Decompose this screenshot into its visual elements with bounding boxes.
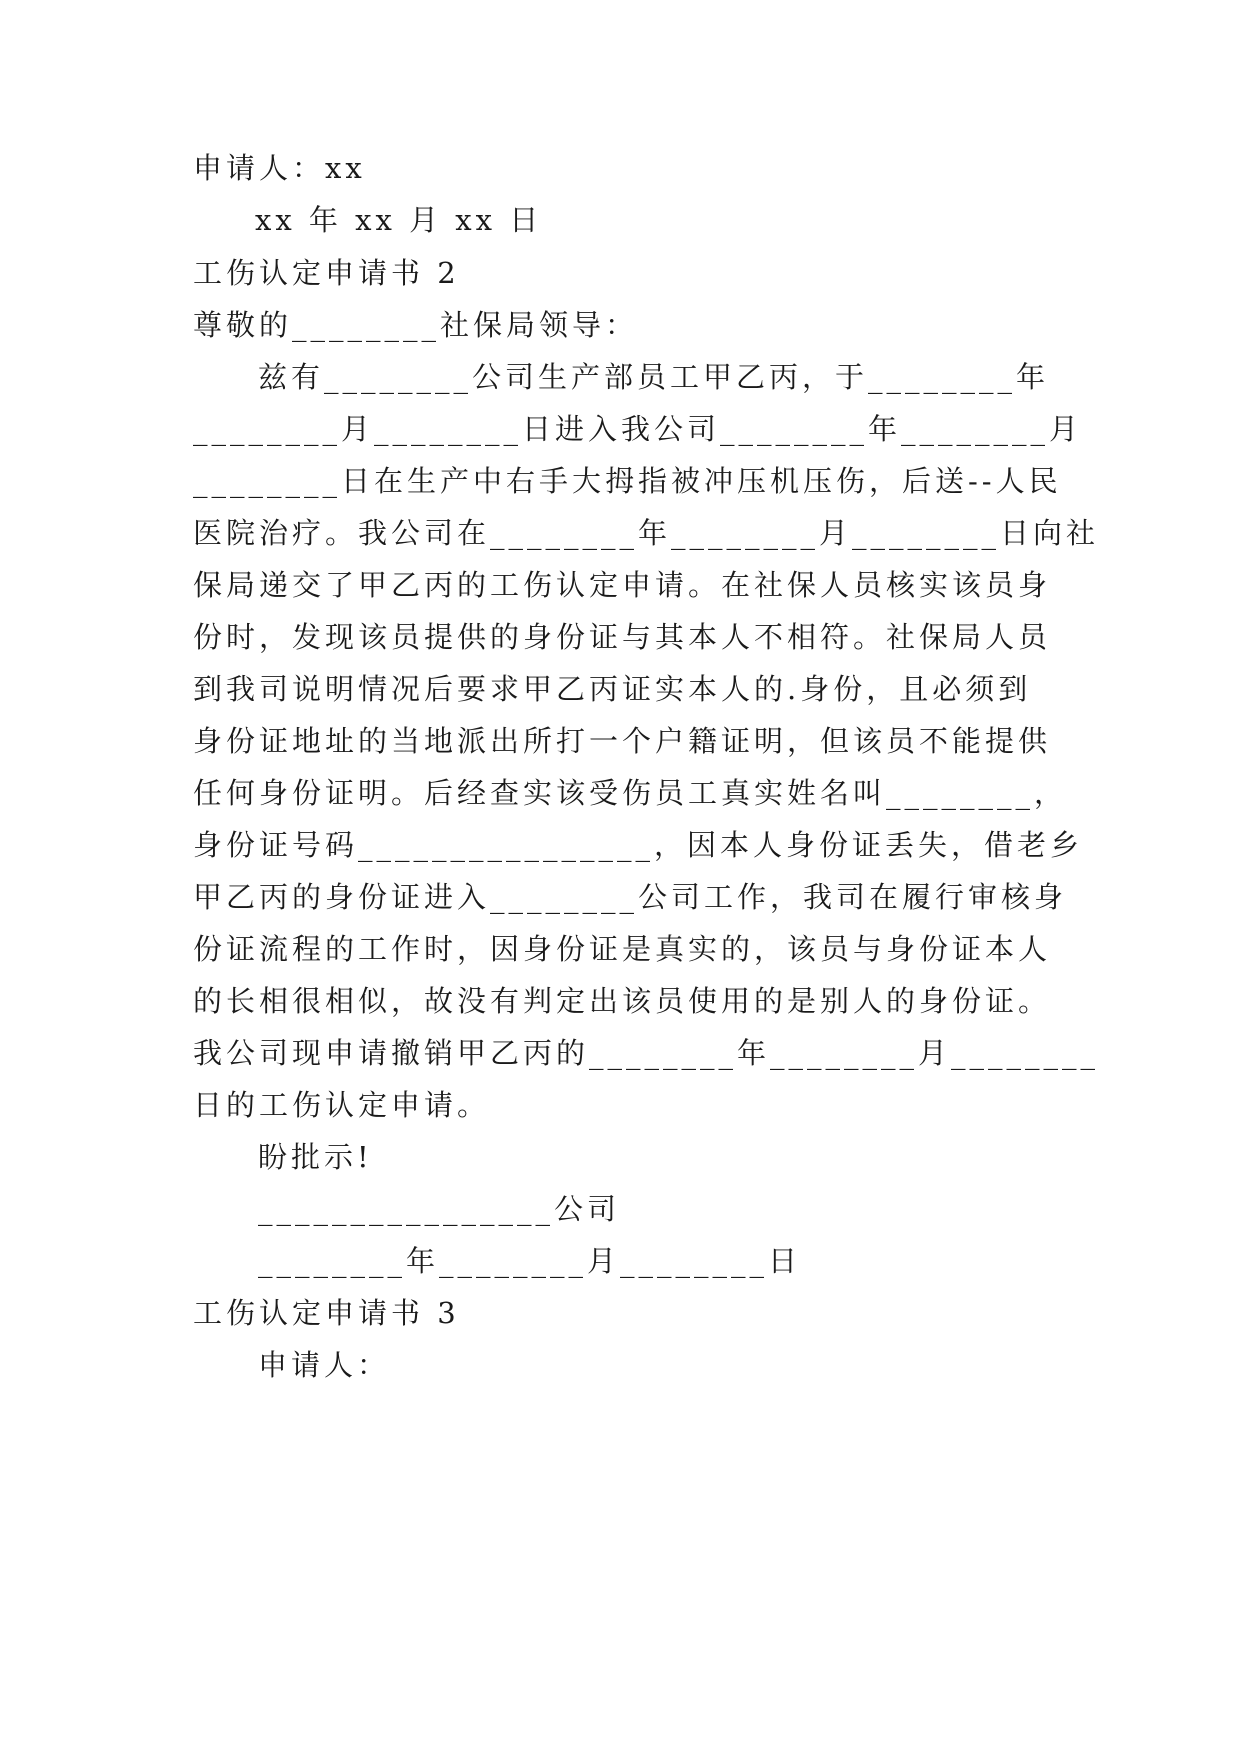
body-line: 份时，发现该员提供的身份证与其本人不相符。社保局人员 — [193, 620, 1052, 654]
body-line: 到我司说明情况后要求甲乙丙证实本人的.身份，且必须到 — [193, 672, 1032, 706]
body-line: 保局递交了甲乙丙的工伤认定申请。在社保人员核实该员身 — [193, 568, 1052, 602]
body-line: 身份证地址的当地派出所打一个户籍证明，但该员不能提供 — [193, 724, 1052, 758]
body-line: 日的工伤认定申请。 — [193, 1088, 491, 1122]
body-line: 任何身份证明。后经查实该受伤员工真实姓名叫________， — [193, 776, 1068, 810]
body-line: 的长相很相似，故没有判定出该员使用的是别人的身份证。 — [193, 984, 1052, 1018]
body-line: 我公司现申请撤销甲乙丙的________年________月________ — [193, 1036, 1100, 1070]
body-line: 医院治疗。我公司在________年________月________日向社 — [193, 516, 1100, 550]
body-line: 甲乙丙的身份证进入________公司工作，我司在履行审核身 — [193, 880, 1068, 914]
signature-date-line: ________年________月________日 — [258, 1244, 802, 1278]
company-signature-line: ________________公司 — [258, 1192, 621, 1226]
salutation-line: 尊敬的________社保局领导： — [193, 308, 639, 342]
section-title-3: 工伤认定申请书 3 — [193, 1296, 460, 1330]
section-title-2: 工伤认定申请书 2 — [193, 256, 460, 290]
body-line: ________日在生产中右手大拇指被冲压机压伤，后送--人民 — [193, 464, 1062, 498]
request-approval-line: 盼批示! — [258, 1140, 373, 1174]
applicant-line: 申请人：xx — [193, 151, 366, 185]
body-line: 身份证号码________________，因本人身份证丢失，借老乡 — [193, 828, 1084, 862]
applicant-line-3: 申请人： — [258, 1348, 391, 1382]
body-line: ________月________日进入我公司________年________月 — [193, 412, 1083, 446]
body-line: 份证流程的工作时，因身份证是真实的，该员与身份证本人 — [193, 932, 1052, 966]
date-line: xx 年 xx 月 xx 日 — [255, 203, 543, 237]
body-line: 兹有________公司生产部员工甲乙丙，于________年 — [258, 360, 1050, 394]
